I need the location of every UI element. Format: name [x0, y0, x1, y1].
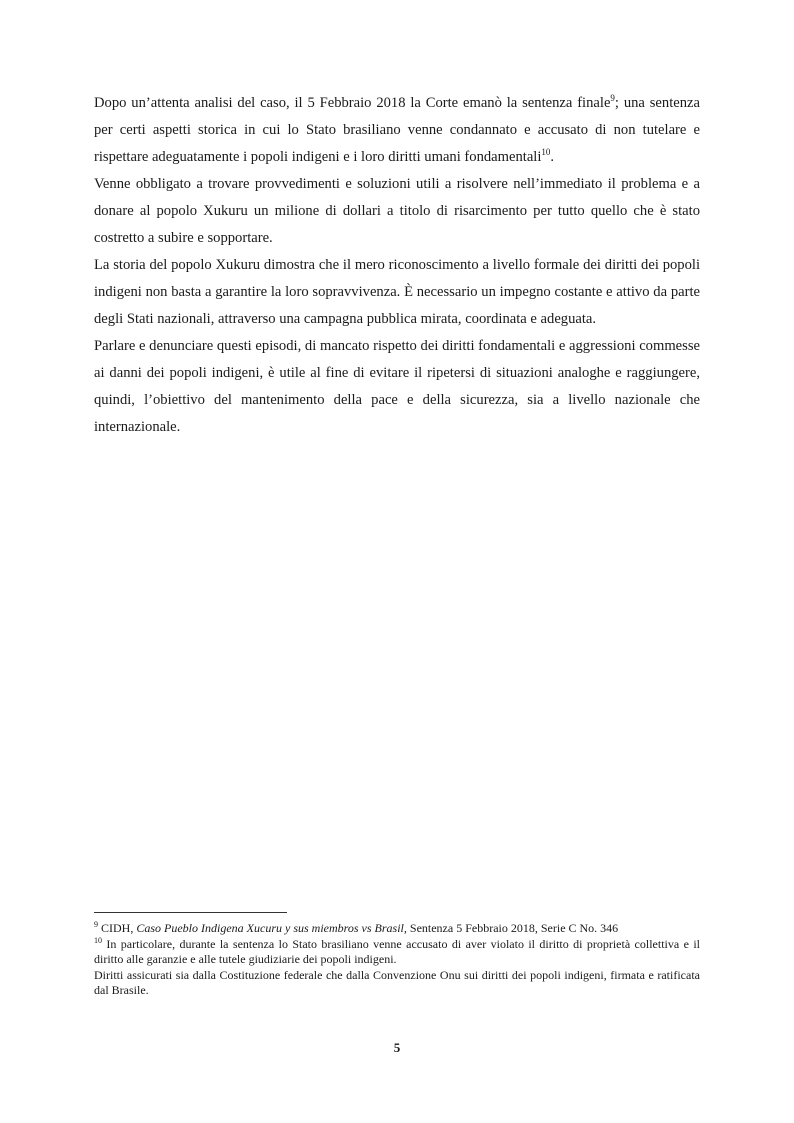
- paragraph-1-text-end: .: [550, 149, 555, 165]
- footnote-9-lead: CIDH,: [98, 921, 137, 935]
- footnote-10-continuation: Diritti assicurati sia dalla Costituzione federale che dalla Convenzione Onu sui diritti dei popoli indigeni, firmata e ratificata dal Brasile.: [94, 967, 700, 997]
- paragraph-2: Venne obbligato a trovare provvedimenti e soluzioni utili a risolvere nell’immediato il problema e a donare al popolo Xukuru un milione di dollari a titolo di risarcimento per tutto quello che è stato costretto a subire e sopportare.: [94, 176, 700, 246]
- footnote-10-text: In particolare, durante la sentenza lo Stato brasiliano venne accusato di aver violato il diritto di proprietà collettiva e il diritto alle garanzie e alle tutele giudiziarie dei popoli indigeni.: [94, 936, 700, 966]
- page-number: 5: [393, 1040, 401, 1055]
- body-text: [94, 90, 700, 441]
- paragraph-1: [94, 90, 700, 171]
- paragraph-1-text-start: Dopo un’attenta analisi del caso, il 5 Febbraio 2018 la Corte emanò la sentenza finale: [94, 95, 611, 111]
- footnote-9-case-title: Caso Pueblo Indigena Xucuru y sus miembros vs Brasil,: [136, 921, 407, 935]
- footnote-9-number: 9: [94, 920, 98, 929]
- footnotes: [94, 921, 700, 999]
- paragraph-3: La storia del popolo Xukuru dimostra che il mero riconoscimento a livello formale dei diritti dei popoli indigeni non basta a garantire la loro sopravvivenza. È necessario un impegno costante e attivo da parte degli Stati nazionali, attraverso una campagna pubblica mirata, coordinata e adeguata.: [94, 257, 700, 327]
- footnote-ref-10[interactable]: 10: [541, 147, 551, 158]
- footnote-ref-9[interactable]: 9: [610, 93, 615, 104]
- footnote-separator: [94, 912, 287, 913]
- footnote-10: [94, 937, 700, 968]
- paragraph-1-text-middle: ; una sentenza per certi aspetti storica in cui lo Stato brasiliano venne condannato e accusato di non tutelare e rispettare adeguatamente i popoli indigeni e i loro diritti umani fondamentali: [94, 95, 700, 165]
- footnote-9: [94, 921, 700, 937]
- footnote-10-number: 10: [94, 935, 102, 945]
- paragraph-4: Parlare e denunciare questi episodi, di mancato rispetto dei diritti fondamentali e aggressioni commesse ai danni dei popoli indigeni, è utile al fine di evitare il ripetersi di situazioni analoghe e raggiungere, quindi, l’obiettivo del mantenimento della pace e della sicurezza, sia a livello nazionale che internazionale.: [94, 338, 700, 435]
- footnote-9-citation: Sentenza 5 Febbraio 2018, Serie C No. 346: [406, 921, 619, 935]
